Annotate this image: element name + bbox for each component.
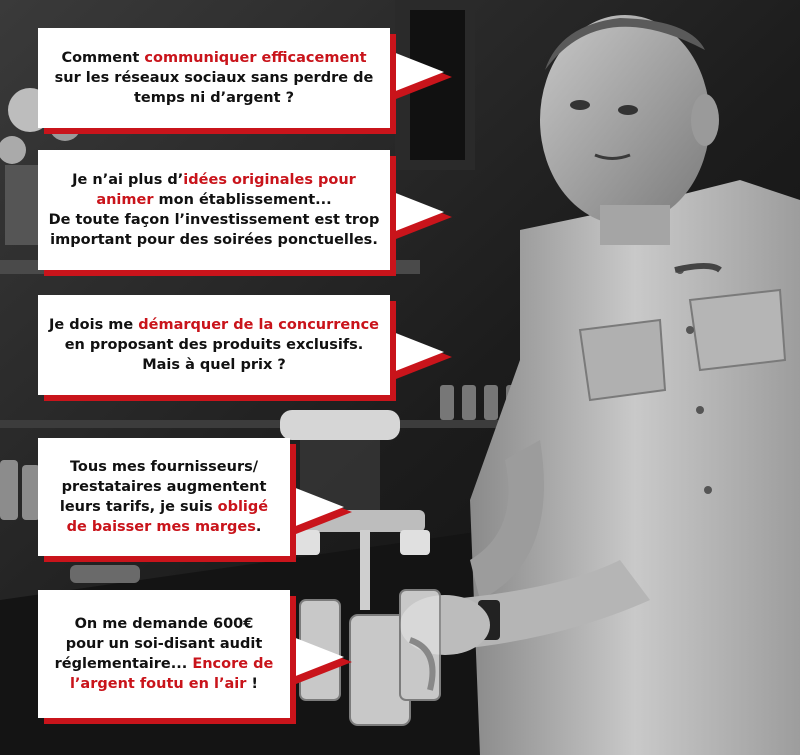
bubble-3-text — [49, 315, 379, 375]
bubble-line — [49, 335, 379, 355]
bubble-line — [60, 457, 268, 477]
bubble-text-segment: réglementaire... — [54, 656, 193, 672]
speech-bubble-4 — [38, 438, 290, 556]
bubble-line — [55, 88, 374, 108]
bubble-line — [49, 210, 380, 230]
bubble-4-tail — [288, 485, 344, 529]
bubble-line — [49, 190, 380, 210]
bubble-text-segment: Comment — [61, 50, 145, 66]
bubble-text-segment: ! — [246, 676, 259, 692]
bubble-text-segment: important pour des soirées ponctuelles. — [50, 232, 378, 248]
bubble-4-text — [60, 457, 268, 537]
bubble-line — [55, 654, 274, 674]
highlighted-text: Encore de — [192, 656, 274, 672]
bubble-text-segment: Tous mes fournisseurs/ — [69, 459, 259, 475]
bubble-text-segment: en proposant des produits exclusifs. — [64, 337, 364, 353]
highlighted-text: l’argent foutu en l’air — [69, 676, 247, 692]
bubble-text-segment: mon établissement... — [153, 192, 332, 208]
highlighted-text: obligé — [217, 499, 269, 515]
bubble-line — [49, 315, 379, 335]
bubble-5-tail — [288, 635, 344, 679]
bubble-line — [55, 674, 274, 694]
bubble-line — [55, 48, 374, 68]
bubble-text-segment: . — [255, 519, 262, 535]
highlighted-text: animer — [96, 192, 154, 208]
speech-bubble-3 — [38, 295, 390, 395]
highlighted-text: de baisser mes marges — [66, 519, 256, 535]
highlighted-text: démarquer de la concurrence — [138, 317, 379, 333]
bubble-line — [60, 517, 268, 537]
bubble-line — [55, 614, 274, 634]
bubble-3-tail — [388, 330, 444, 374]
bubble-text-segment: temps ni d’argent ? — [133, 90, 294, 106]
bubble-line — [60, 477, 268, 497]
bubble-line — [49, 170, 380, 190]
bubble-text-segment: On me demande 600€ — [74, 616, 254, 632]
bubble-text-segment: Je n’ai plus d’ — [72, 172, 184, 188]
bubble-1-text — [55, 48, 374, 108]
bubble-2-tail — [388, 190, 444, 234]
bubble-text-segment: pour un soi-disant audit — [65, 636, 263, 652]
bubble-1-tail — [388, 50, 444, 94]
speech-bubble-5 — [38, 590, 290, 718]
bubble-line — [49, 230, 380, 250]
bubble-text-segment: Mais à quel prix ? — [142, 357, 286, 373]
bubble-text-segment: prestataires augmentent — [61, 479, 267, 495]
bubble-text-segment: leurs tarifs, je suis — [59, 499, 218, 515]
bubble-2-text — [49, 170, 380, 250]
speech-bubble-1 — [38, 28, 390, 128]
bubble-line — [55, 68, 374, 88]
speech-bubble-2 — [38, 150, 390, 270]
highlighted-text: idées originales pour — [183, 172, 356, 188]
bubble-line — [49, 355, 379, 375]
bubble-text-segment: sur les réseaux sociaux sans perdre de — [54, 70, 374, 86]
bubble-line — [60, 497, 268, 517]
highlighted-text: communiquer efficacement — [144, 50, 367, 66]
bubble-5-text — [55, 614, 274, 694]
bubble-text-segment: De toute façon l’investissement est trop — [48, 212, 380, 228]
bubble-text-segment: Je dois me — [48, 317, 139, 333]
bubble-line — [55, 634, 274, 654]
